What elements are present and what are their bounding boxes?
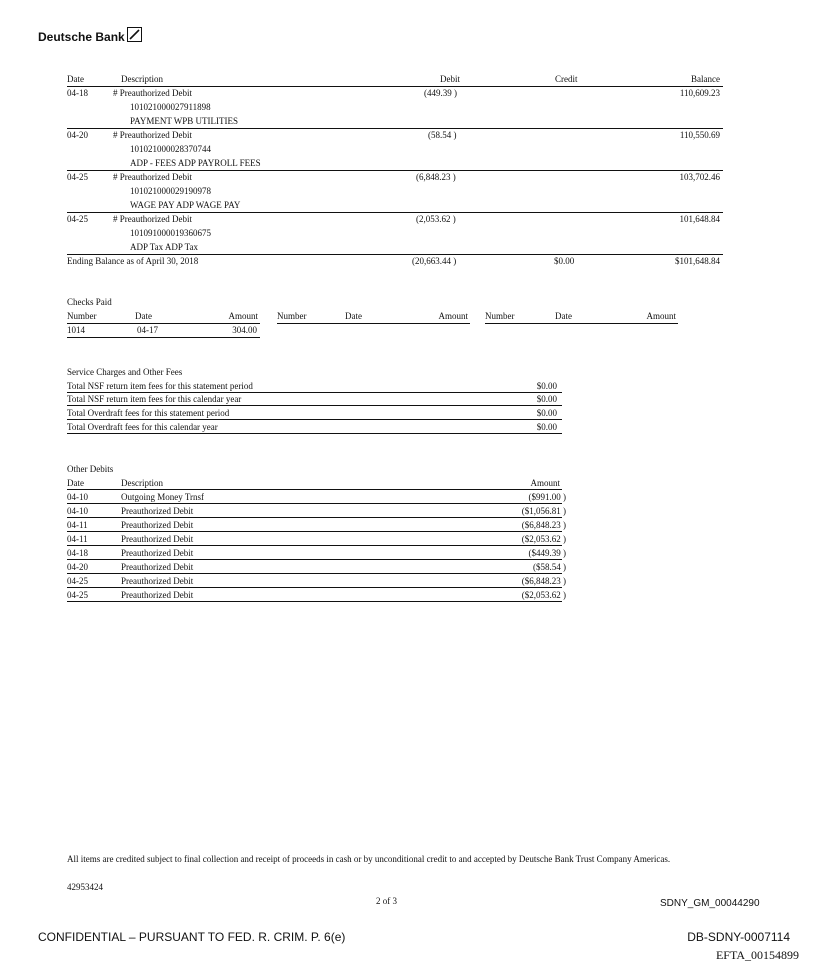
debit-amount: ($1,056.81 ) [521, 506, 566, 516]
account-reference: 42953424 [67, 882, 103, 892]
debit-description: Outgoing Money Trnsf [121, 492, 205, 502]
debit-row-divider [67, 503, 562, 504]
debit-amount: ($2,053.62 ) [521, 534, 566, 544]
checks-header-divider [277, 323, 470, 324]
txn-desc-line: 101021000028370744 [130, 144, 211, 154]
debits-col-date: Date [67, 478, 84, 488]
txn-date: 04-25 [67, 214, 88, 224]
txn-date: 04-20 [67, 130, 88, 140]
debit-row-divider [67, 587, 562, 588]
debit-date: 04-11 [67, 520, 88, 530]
txn-desc-line: # Preauthorized Debit [113, 214, 192, 224]
col-credit-header: Credit [555, 74, 578, 84]
debit-date: 04-11 [67, 534, 88, 544]
txn-balance: 110,609.23 [679, 88, 720, 98]
checks-col-amount: Amount [438, 311, 468, 321]
debit-date: 04-20 [67, 562, 88, 572]
debit-date: 04-25 [67, 590, 88, 600]
fee-label: Total NSF return item fees for this statement period [67, 381, 253, 391]
fee-amount: $0.00 [536, 408, 557, 418]
debit-description: Preauthorized Debit [121, 534, 194, 544]
debit-description: Preauthorized Debit [121, 520, 194, 530]
txn-balance: 101,648.84 [679, 214, 720, 224]
txn-debit: (2,053.62 ) [416, 214, 456, 224]
disclaimer-text: All items are credited subject to final collection and receipt of proceeds in cash or by unconditional credit to and accepted by Deutsche Bank Trust Company Americas. [67, 854, 671, 864]
debit-amount: ($6,848.23 ) [521, 576, 566, 586]
checks-col-date: Date [345, 311, 362, 321]
debit-date: 04-18 [67, 548, 88, 558]
checks-col-number: Number [277, 311, 307, 321]
debits-col-amount: Amount [530, 478, 560, 488]
txn-balance: 103,702.46 [679, 172, 720, 182]
col-debit-header: Debit [440, 74, 460, 84]
other-debits-title: Other Debits [67, 464, 114, 474]
txn-desc-line: 101021000029190978 [130, 186, 211, 196]
checks-row-divider [67, 337, 260, 338]
check-amount: 304.00 [232, 325, 257, 335]
txn-debit: (58.54 ) [428, 130, 457, 140]
ending-debit: (20,663.44 ) [412, 256, 457, 266]
debit-amount: ($449.39 ) [528, 548, 566, 558]
checks-col-amount: Amount [646, 311, 676, 321]
debit-amount: ($6,848.23 ) [521, 520, 566, 530]
txn-desc-line: ADP - FEES ADP PAYROLL FEES [130, 158, 261, 168]
txn-date: 04-25 [67, 172, 88, 182]
col-balance-header: Balance [691, 74, 720, 84]
bates-number-efta: EFTA_00154899 [715, 948, 799, 962]
debit-row-divider [67, 545, 562, 546]
debits-header-divider [67, 489, 562, 490]
txn-date: 04-18 [67, 88, 88, 98]
checks-col-date: Date [135, 311, 152, 321]
confidential-notice: CONFIDENTIAL – PURSUANT TO FED. R. CRIM. P. 6(e) [38, 930, 346, 944]
checks-col-number: Number [485, 311, 515, 321]
debit-description: Preauthorized Debit [121, 576, 194, 586]
debit-description: Preauthorized Debit [121, 548, 194, 558]
txn-desc-line: 101091000019360675 [130, 228, 211, 238]
bates-number-sdny: SDNY_GM_00044290 [660, 898, 760, 909]
deutsche-bank-logo-icon [127, 27, 142, 42]
check-number: 1014 [67, 325, 85, 335]
debit-amount: ($58.54 ) [533, 562, 566, 572]
debit-row-divider [67, 601, 562, 602]
txn-desc-line: PAYMENT WPB UTILITIES [130, 116, 239, 126]
col-description-header: Description [121, 74, 163, 84]
fee-divider [67, 419, 562, 420]
debit-row-divider [67, 559, 562, 560]
fee-label: Total NSF return item fees for this calendar year [67, 394, 242, 404]
checks-col-amount: Amount [228, 311, 258, 321]
fee-amount: $0.00 [536, 422, 557, 432]
debits-col-description: Description [121, 478, 163, 488]
debit-description: Preauthorized Debit [121, 562, 194, 572]
txn-debit: (449.39 ) [424, 88, 457, 98]
txn-desc-line: WAGE PAY ADP WAGE PAY [130, 200, 241, 210]
fee-divider [67, 433, 562, 434]
txn-desc-line: 101021000027911898 [130, 102, 211, 112]
checks-col-number: Number [67, 311, 97, 321]
checks-col-date: Date [555, 311, 572, 321]
debit-row-divider [67, 573, 562, 574]
txn-balance: 110,550.69 [679, 130, 720, 140]
checks-header-divider [485, 323, 678, 324]
fee-amount: $0.00 [536, 381, 557, 391]
debit-amount: ($2,053.62 ) [521, 590, 566, 600]
txn-desc-line: ADP Tax ADP Tax [130, 242, 198, 252]
debit-row-divider [67, 531, 562, 532]
fee-label: Total Overdraft fees for this calendar year [67, 422, 218, 432]
debit-date: 04-25 [67, 576, 88, 586]
fee-divider [67, 405, 562, 406]
service-charges-title: Service Charges and Other Fees [67, 367, 183, 377]
bates-number-db: DB-SDNY-0007114 [687, 930, 790, 944]
col-date-header: Date [67, 74, 84, 84]
brand-name: Deutsche Bank [38, 30, 125, 44]
txn-debit: (6,848.23 ) [416, 172, 456, 182]
checks-paid-title: Checks Paid [67, 297, 112, 307]
debit-date: 04-10 [67, 506, 88, 516]
debit-description: Preauthorized Debit [121, 506, 194, 516]
debit-amount: ($991.00 ) [528, 492, 566, 502]
check-date: 04-17 [137, 325, 158, 335]
ending-balance: $101,648.84 [675, 256, 720, 266]
debit-description: Preauthorized Debit [121, 590, 194, 600]
fee-label: Total Overdraft fees for this statement period [67, 408, 230, 418]
txn-desc-line: # Preauthorized Debit [113, 88, 192, 98]
debit-row-divider [67, 517, 562, 518]
fee-amount: $0.00 [536, 394, 557, 404]
txn-desc-line: # Preauthorized Debit [113, 172, 192, 182]
ending-credit: $0.00 [554, 256, 575, 266]
ending-balance-label: Ending Balance as of April 30, 2018 [67, 256, 199, 266]
txn-desc-line: # Preauthorized Debit [113, 130, 192, 140]
debit-date: 04-10 [67, 492, 88, 502]
page-number: 2 of 3 [376, 896, 397, 906]
